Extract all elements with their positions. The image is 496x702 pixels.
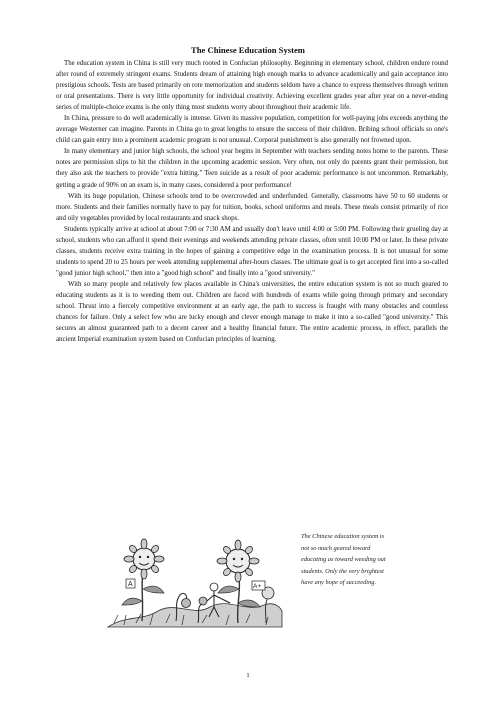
cartoon-illustration [106,531,284,629]
caption-line: have any hope of succeeding. [301,579,377,587]
caption-line: educating as toward weeding out [301,556,386,564]
document-title: The Chinese Education System [191,45,305,55]
caption-line: students. Only the very brightest [301,567,384,575]
paragraph-4: With its huge population, Chinese schools tend to be overcrowded and underfunded. Generally, classrooms have 50 to 60 students or more. Students and their families normally have to pay for tuition, books, school uniforms and meals. These meals consist primarily of rice and oily vegetables provided by local restaurants and snack shops. [56,192,448,222]
paragraph-5: Students typically arrive at school at about 7:00 or 7:30 AM and usually don't leave until 4:00 or 5:00 PM. Following their grueling day at school, students who can afford it spend their evenings and weekends attending private classes, often until 10:00 PM or later. In these private classes, students receive extra training in the hopes of gaining a competitive edge in the examination process. It is not unusual for some students to spend 20 to 25 hours per week attending supplemental after-hours classes. The ultimate goal is to get accepted first into a so-called "good junior high school," then into a "good high school" and finally into a "good university." [56,225,449,277]
figure-caption [301,531,431,589]
paragraph-3: In many elementary and junior high schools, the school year begins in September with teachers sending notes home to the parents. These notes are permission slips to hit the children in the upcoming academic session. Very often, not only do parents grant their permission, but they also ask the teachers to provide "extra hitting." Teen suicide as a result of poor academic performance is not uncommon. Remarkably, getting a grade of 90% on an exam is, in many cases, considered a poor performance! [56,148,448,189]
paragraph-6: With so many people and relatively few places available in China's universities, the entire education system is not so much geared to educating students as it is to weeding them out. Children are faced with hundreds of exams while going through primary and secondary school. Thrust into a fiercely competitive environment at an early age, the path to success is fraught with many obstacles and countless chances for failure. Only a select few who are lucky enough and clever enough manage to make it into a so-called "good university." This secures an almost guaranteed path to a decent career and a healthy financial future. The entire academic process, in effect, parallels the ancient Imperial examination system based on Confucian principles of learning. [56,280,448,344]
paragraph-1: The education system in China is still very much rooted in Confucian philosophy. Beginning in elementary school, children endure round after round of extremely stringent exams. Students dream of attaining high enough marks to advance academically and gain acceptance into prestigious schools. Tests are based primarily on rote memorization and students seldom have a chance to express themselves through written or oral presentations. There is very little opportunity for individual creativity. Achieving excellent grades year after year on a never-ending series of multiple-choice exams is the only thing most students worry about throughout their academic life. [56,60,448,112]
article-body [56,58,448,345]
page-number: 1 [246,672,250,679]
caption-line: not so much geared toward [301,544,371,552]
paragraph-2: In China, pressure to do well academically is intense. Given its massive population, competition for well-paying jobs exceeds anything the average Westerner can imagine. Parents in China go to great lengths to ensure the success of their children. Bribing school officials so one's child can gain entry into a prominent academic program is not unusual. Corporal punishment is also generally not frowned upon. [56,115,448,145]
grade-letter-a: A [128,581,133,588]
grade-letter-a-plus: A+ [253,583,262,590]
cartoon-drawing [106,531,284,629]
caption-line: The Chinese education system is [301,533,385,540]
